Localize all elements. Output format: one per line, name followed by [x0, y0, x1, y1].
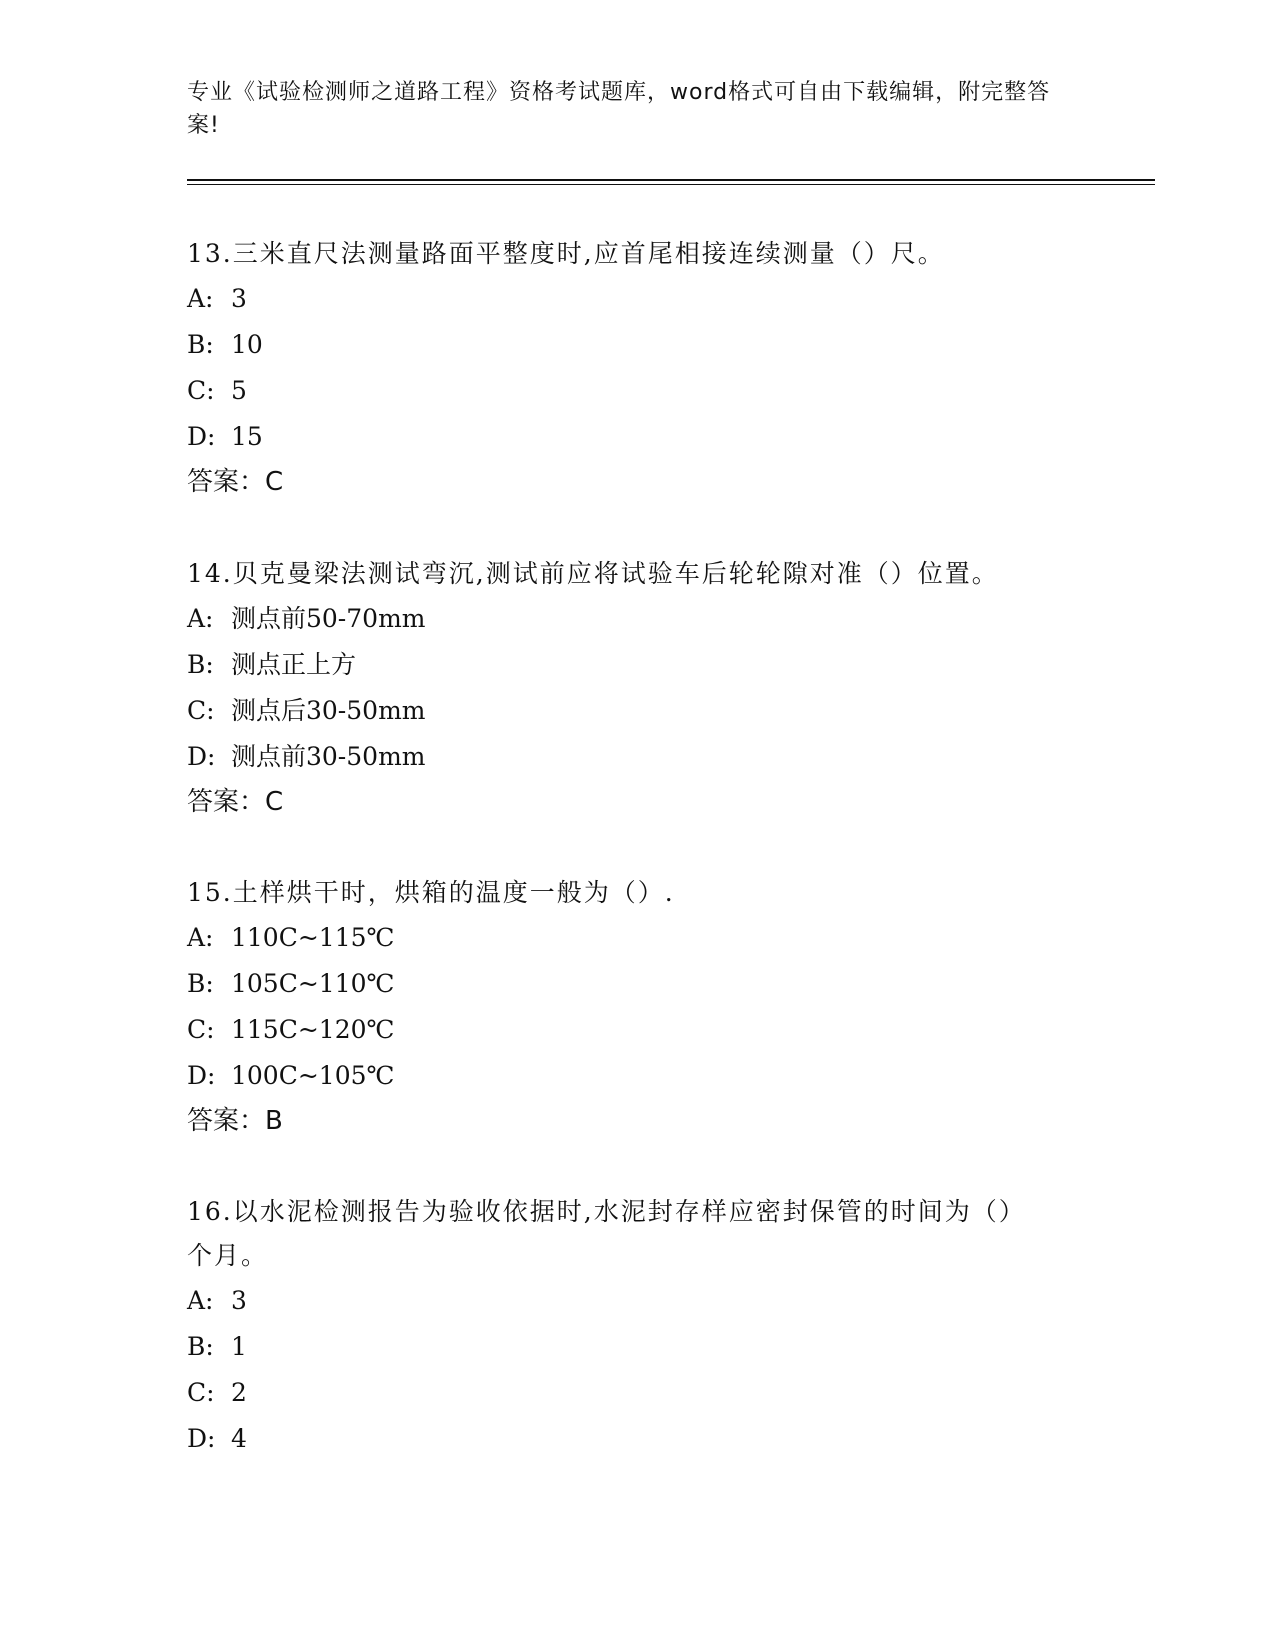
option-letter: B:: [187, 1332, 214, 1361]
option-b: [187, 642, 1067, 688]
question-stem: 16.以水泥检测报告为验收依据时,水泥封存样应密封保管的时间为（）个月。: [187, 1197, 1026, 1270]
option-text: 1: [231, 1332, 247, 1361]
option-letter: B:: [187, 330, 214, 359]
option-letter: B:: [187, 969, 214, 998]
question-14: [187, 552, 1067, 824]
option-text: 测点前50-70mm: [231, 604, 426, 633]
option-text: 115C~120℃: [231, 1015, 395, 1044]
option-letter: D:: [187, 422, 216, 451]
option-a: [187, 276, 1067, 322]
option-letter: D:: [187, 1061, 216, 1090]
option-c: [187, 688, 1067, 734]
question-stem: 13.三米直尺法测量路面平整度时,应首尾相接连续测量（）尺。: [187, 239, 945, 268]
option-d: [187, 1416, 1047, 1462]
option-text: 测点后30-50mm: [231, 696, 426, 725]
option-a: [187, 1278, 1047, 1324]
option-d: [187, 414, 1067, 460]
question-stem: 15.土样烘干时，烘箱的温度一般为（）.: [187, 878, 675, 907]
question-13: [187, 232, 1067, 504]
option-b: [187, 322, 1067, 368]
option-letter: A:: [187, 1286, 214, 1315]
option-letter: C:: [187, 376, 215, 405]
option-text: 15: [231, 422, 263, 451]
header-rule-thin: [187, 184, 1155, 185]
option-b: [187, 961, 1067, 1007]
option-letter: C:: [187, 696, 215, 725]
option-c: [187, 368, 1067, 414]
option-c: [187, 1007, 1067, 1053]
option-letter: C:: [187, 1015, 215, 1044]
option-letter: B:: [187, 650, 214, 679]
option-letter: A:: [187, 923, 214, 952]
option-d: [187, 734, 1067, 780]
answer: 答案：C: [187, 467, 284, 497]
option-text: 10: [231, 330, 263, 359]
document-header: 专业《试验检测师之道路工程》资格考试题库，word格式可自由下载编辑，附完整答案!: [187, 80, 1051, 138]
question-15: [187, 871, 1067, 1143]
option-letter: D:: [187, 1424, 216, 1453]
option-text: 2: [231, 1378, 247, 1407]
option-d: [187, 1053, 1067, 1099]
header-rule-thick: [187, 179, 1155, 181]
option-b: [187, 1324, 1047, 1370]
option-text: 100C~105℃: [231, 1061, 395, 1090]
question-stem: 14.贝克曼梁法测试弯沉,测试前应将试验车后轮轮隙对准（）位置。: [187, 559, 999, 588]
option-letter: A:: [187, 284, 214, 313]
answer: 答案：B: [187, 1106, 283, 1136]
option-text: 3: [231, 284, 247, 313]
option-a: [187, 596, 1067, 642]
option-letter: C:: [187, 1378, 215, 1407]
option-text: 5: [231, 376, 247, 405]
option-text: 110C~115℃: [231, 923, 395, 952]
answer: 答案：C: [187, 787, 284, 817]
option-letter: D:: [187, 742, 216, 771]
option-c: [187, 1370, 1047, 1416]
option-letter: A:: [187, 604, 214, 633]
option-text: 3: [231, 1286, 247, 1315]
option-text: 测点正上方: [231, 650, 357, 679]
option-text: 4: [231, 1424, 247, 1453]
option-text: 测点前30-50mm: [231, 742, 426, 771]
option-a: [187, 915, 1067, 961]
option-text: 105C~110℃: [231, 969, 395, 998]
question-16: [187, 1190, 1047, 1462]
